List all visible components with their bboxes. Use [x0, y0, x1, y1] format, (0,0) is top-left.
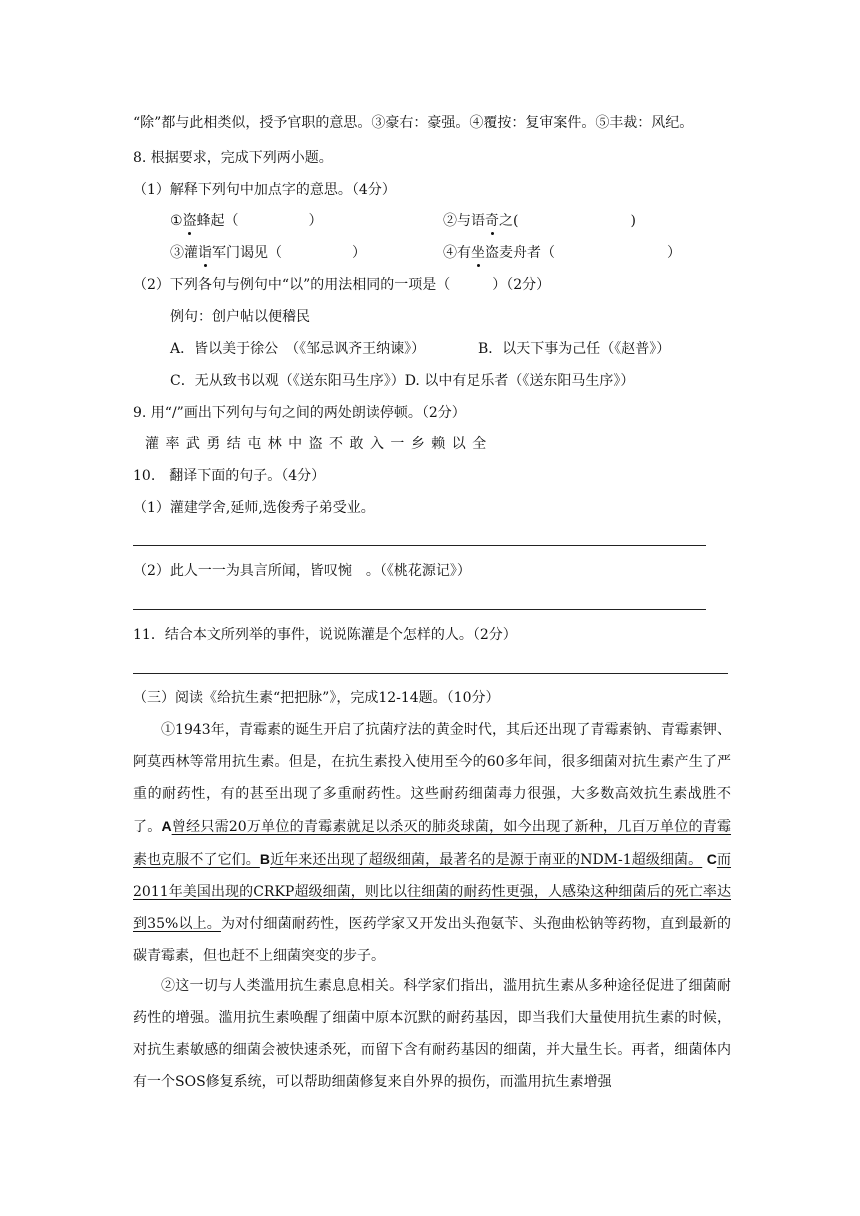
- question-8-part2: （2）下列各句与例句中“以”的用法相同的一项是（ ）（2分）: [133, 277, 551, 293]
- item-4: [443, 243, 681, 263]
- question-8-title: 8. 根据要求，完成下列两小题。: [133, 150, 333, 166]
- item-2-prefix: ②与语: [443, 213, 485, 229]
- item-3-dotted-char: 诣: [198, 245, 212, 261]
- paragraph-1-intro: ①1943年，青霉素的诞生开启了抗菌疗法的黄金时代，其后还出现了青霉素钠、青霉素钾、阿莫西林等常用抗生素。但是，在抗生素投入使用至今的60多年间，很多细菌对抗生素产生了严重的耐药性，有的甚至出现了多重耐药性。这些耐药细菌毒力很强，大多数高效抗生素战胜不了。: [133, 722, 731, 835]
- option-b[interactable]: B．以天下事为己任（《赵普》）: [478, 341, 671, 357]
- item-1-blank[interactable]: 蜂起（ ）: [196, 213, 323, 229]
- item-4-dotted-char: 坐: [471, 245, 485, 261]
- answer-line-1[interactable]: [133, 545, 706, 546]
- item-2-blank[interactable]: 之( ): [499, 213, 636, 229]
- paragraph-1: [133, 714, 731, 972]
- underlined-sentence-a: 曾经只需20万单位的青霉素就足以杀灭的肺炎球菌，如今出现了新种，几百万单位的青霉素也克服不了它们。: [133, 819, 732, 868]
- item-1: [170, 211, 323, 231]
- item-2-dotted-char: 奇: [485, 213, 499, 229]
- translate-sentence-2: （2）此人一一为具言所闻，皆叹惋 。（《桃花源记》）: [133, 563, 471, 579]
- item-4-blank[interactable]: 盗麦舟者（ ）: [485, 245, 681, 261]
- example-sentence: 例句：创户帖以便稽民: [170, 309, 310, 325]
- translate-sentence-1: （1）灌建学舍,延师,选俊秀子弟受业。: [133, 500, 375, 516]
- item-3-blank[interactable]: 军门谒见（ ）: [212, 245, 366, 261]
- paragraph-2: ②这一切与人类滥用抗生素息息相关。科学家们指出，滥用抗生素从多种途径促进了细菌耐药性的增强。滥用抗生素唤醒了细菌中原本沉默的耐药基因，即当我们大量使用抗生素的时候，对抗生素敏感的细菌会被快速杀死，而留下含有耐药基因的细菌，并大量生长。再者，细菌体内有一个SOS修复系统，可以帮助细菌修复来自外界的损伤，而滥用抗生素增强: [133, 978, 731, 1090]
- question-8-part1: （1）解释下列句中加点字的意思。（4分）: [133, 182, 396, 198]
- marker-a: A: [161, 818, 172, 834]
- question-10-title: 10. 翻译下面的句子。（4分）: [133, 468, 326, 484]
- marker-c: C: [706, 851, 717, 867]
- item-3-prefix: ③灌: [170, 245, 198, 261]
- answer-line-2[interactable]: [133, 609, 706, 610]
- pause-sentence[interactable]: 灌 率 武 勇 结 屯 林 中 盗 不 敢 入 一 乡 赖 以 全: [145, 436, 488, 452]
- item-3: [170, 243, 366, 263]
- question-11-title: 11．结合本文所列举的事件，说说陈灌是个怎样的人。（2分）: [133, 627, 517, 643]
- underlined-sentence-c: 而2011年美国出现的CRKP超级细菌，则比以往细菌的耐药性更强，人感染这种细菌后的死亡率达到35%以上。: [133, 852, 732, 932]
- question-9-title: 9. 用“/”画出下列句与句之间的两处朗读停顿。（2分）: [133, 405, 466, 421]
- option-c-d[interactable]: C．无从致书以观（《送东阳马生序》）D. 以中有足乐者（《送东阳马生序》）: [170, 373, 635, 389]
- option-a[interactable]: A．皆以美于徐公 （《邹忌讽齐王纳谏》）: [170, 341, 426, 357]
- underlined-sentence-b: 近年来还出现了超级细菌，最著名的是源于南亚的NDM-1超级细菌。: [270, 852, 703, 868]
- section-3-heading: （三）阅读《给抗生素“把把脉”》，完成12-14题。（10分）: [133, 690, 500, 706]
- item-1-dotted-char: 盗: [182, 213, 197, 229]
- answer-line-3[interactable]: [133, 673, 728, 674]
- paragraph-1-end: 为对付细菌耐药性，医药学家又开发出头孢氨苄、头孢曲松钠等药物，直到最新的碳青霉素，但也赶不上细菌突变的步子。: [133, 916, 731, 964]
- marker-b: B: [259, 851, 270, 867]
- item-2: [443, 211, 636, 231]
- item-1-prefix: ①: [170, 213, 183, 229]
- footnote-line: “除”都与此相类似，授予官职的意思。③豪右：豪强。④覆按：复审案件。⑤丰裁：风纪。: [133, 115, 694, 131]
- item-4-prefix: ④有: [443, 245, 471, 261]
